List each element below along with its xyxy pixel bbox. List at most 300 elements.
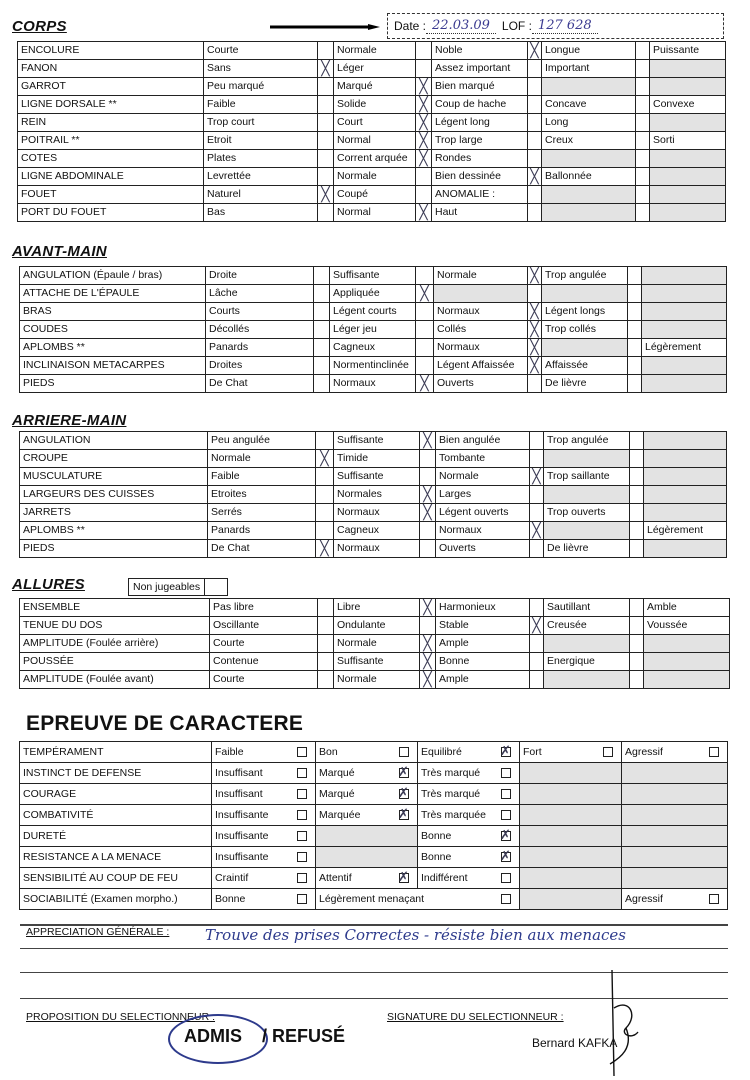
option-cell[interactable] xyxy=(212,847,316,868)
checkbox-cell[interactable] xyxy=(420,432,436,450)
checkbox-cell[interactable] xyxy=(316,450,334,468)
lof-label: LOF : xyxy=(501,19,532,33)
option-label: Normales xyxy=(334,486,420,504)
checkbox-cell[interactable] xyxy=(416,114,432,132)
option-label: Larges xyxy=(436,486,530,504)
checkbox-cell[interactable] xyxy=(528,204,542,222)
option-label: Sautillant xyxy=(544,599,630,617)
checkbox-cell[interactable] xyxy=(630,540,644,558)
checkbox-icon[interactable] xyxy=(297,831,307,841)
checkbox-cell[interactable] xyxy=(416,204,432,222)
checkbox-cell[interactable] xyxy=(318,671,334,689)
empty-cell xyxy=(542,78,636,96)
table-row xyxy=(20,267,727,285)
checkbox-cell[interactable] xyxy=(416,321,434,339)
option-label: Normaux xyxy=(434,303,528,321)
section-title-arriere: ARRIERE-MAIN xyxy=(12,412,127,429)
non-jugeables-checkbox[interactable] xyxy=(205,579,228,596)
checkbox-cell[interactable] xyxy=(416,285,434,303)
checkbox-cell[interactable] xyxy=(636,204,650,222)
checkbox-icon[interactable] xyxy=(297,852,307,862)
checkbox-cell[interactable] xyxy=(636,168,650,186)
arrow-right-icon xyxy=(270,24,380,30)
checkbox-cell[interactable] xyxy=(318,150,334,168)
checkbox-cell[interactable] xyxy=(628,357,642,375)
option-cell[interactable] xyxy=(212,784,316,805)
empty-cell xyxy=(520,763,622,784)
checkbox-cell[interactable] xyxy=(528,303,542,321)
checkbox-cell[interactable] xyxy=(528,357,542,375)
empty-cell xyxy=(644,671,730,689)
checked-box-icon[interactable] xyxy=(399,789,409,799)
option-label: Coupé xyxy=(334,186,416,204)
cross-mark-icon: ╳ xyxy=(530,322,539,338)
option-label: Faible xyxy=(215,746,244,758)
checkbox-cell[interactable] xyxy=(630,486,644,504)
option-label: Trop large xyxy=(432,132,528,150)
option-label: Suffisante xyxy=(334,468,420,486)
option-cell[interactable] xyxy=(316,784,418,805)
checkbox-cell[interactable] xyxy=(636,150,650,168)
option-label: Important xyxy=(542,60,636,78)
checkbox-cell[interactable] xyxy=(314,339,330,357)
option-label: Agressif xyxy=(625,746,663,758)
checkbox-cell[interactable] xyxy=(530,504,544,522)
checkbox-cell[interactable] xyxy=(420,540,436,558)
checkbox-cell[interactable] xyxy=(628,375,642,393)
checkbox-cell[interactable] xyxy=(530,635,544,653)
checkbox-cell[interactable] xyxy=(416,267,434,285)
checkbox-cell[interactable] xyxy=(528,78,542,96)
checkbox-cell[interactable] xyxy=(420,450,436,468)
row-label: INCLINAISON METACARPES xyxy=(20,357,206,375)
empty-cell xyxy=(520,826,622,847)
option-label: Ondulante xyxy=(334,617,420,635)
checkbox-cell[interactable] xyxy=(636,132,650,150)
checkbox-cell[interactable] xyxy=(420,671,436,689)
checkbox-cell[interactable] xyxy=(528,186,542,204)
option-label: Timide xyxy=(334,450,420,468)
option-label: Solide xyxy=(334,96,416,114)
option-cell[interactable] xyxy=(316,805,418,826)
checkbox-icon[interactable] xyxy=(297,747,307,757)
checkbox-cell[interactable] xyxy=(318,653,334,671)
checkbox-cell[interactable] xyxy=(318,96,334,114)
row-label: POITRAIL ** xyxy=(18,132,204,150)
checkbox-cell[interactable] xyxy=(316,486,334,504)
checkbox-cell[interactable] xyxy=(528,114,542,132)
cross-mark-icon: ╳ xyxy=(419,133,428,149)
option-label: Courte xyxy=(210,671,318,689)
table-row xyxy=(18,132,726,150)
option-cell[interactable] xyxy=(418,826,520,847)
checkbox-cell[interactable] xyxy=(528,42,542,60)
table-row xyxy=(20,432,727,450)
option-cell[interactable] xyxy=(622,889,728,910)
checked-box-icon[interactable] xyxy=(501,831,511,841)
checkbox-cell[interactable] xyxy=(528,60,542,78)
avant-main-table xyxy=(19,266,727,393)
checkbox-cell[interactable] xyxy=(636,42,650,60)
table-row xyxy=(20,868,728,889)
checkbox-cell[interactable] xyxy=(420,468,436,486)
checked-box-icon[interactable] xyxy=(501,852,511,862)
checkbox-cell[interactable] xyxy=(318,60,334,78)
checkbox-cell[interactable] xyxy=(628,303,642,321)
option-label: Rondes xyxy=(432,150,528,168)
option-label: De lièvre xyxy=(542,375,628,393)
option-label: Normaux xyxy=(334,504,420,522)
empty-cell xyxy=(544,671,630,689)
option-cell[interactable] xyxy=(418,763,520,784)
checkbox-cell[interactable] xyxy=(416,357,434,375)
row-label: LIGNE ABDOMINALE xyxy=(18,168,204,186)
checkbox-cell[interactable] xyxy=(630,504,644,522)
checkbox-cell[interactable] xyxy=(420,635,436,653)
checkbox-cell[interactable] xyxy=(528,96,542,114)
option-cell[interactable] xyxy=(316,868,418,889)
checkbox-cell[interactable] xyxy=(628,339,642,357)
checkbox-cell[interactable] xyxy=(416,60,432,78)
cross-mark-icon: ╳ xyxy=(532,523,541,539)
checkbox-cell[interactable] xyxy=(416,375,434,393)
cross-mark-icon: ╳ xyxy=(321,61,330,77)
table-row xyxy=(20,671,730,689)
checked-box-icon[interactable] xyxy=(399,768,409,778)
checkbox-cell[interactable] xyxy=(630,635,644,653)
empty-cell xyxy=(542,186,636,204)
option-cell[interactable] xyxy=(212,805,316,826)
option-cell[interactable] xyxy=(418,805,520,826)
checkbox-cell[interactable] xyxy=(630,617,644,635)
option-label: Pas libre xyxy=(210,599,318,617)
appreciation-text[interactable]: Trouve des prises Correctes - résiste bien aux menaces xyxy=(205,926,627,944)
cross-mark-icon: ╳ xyxy=(423,487,432,503)
checkbox-cell[interactable] xyxy=(314,357,330,375)
empty-cell xyxy=(650,114,726,132)
checkbox-icon[interactable] xyxy=(399,747,409,757)
date-value: 22.03.09 xyxy=(426,18,496,34)
table-row xyxy=(20,617,730,635)
checkbox-cell[interactable] xyxy=(420,486,436,504)
checkbox-cell[interactable] xyxy=(630,432,644,450)
option-label: Faible xyxy=(208,468,316,486)
option-label: Contenue xyxy=(210,653,318,671)
checkbox-cell[interactable] xyxy=(416,186,432,204)
table-row xyxy=(20,486,727,504)
lof-value: 127 628 xyxy=(532,18,598,34)
checkbox-icon[interactable] xyxy=(501,810,511,820)
checkbox-cell[interactable] xyxy=(528,285,542,303)
option-label: Légèrement menaçant xyxy=(319,893,425,905)
checkbox-cell[interactable] xyxy=(528,150,542,168)
empty-cell xyxy=(316,847,418,868)
option-label: Bien marqué xyxy=(432,78,528,96)
checkbox-cell[interactable] xyxy=(416,96,432,114)
row-label: GARROT xyxy=(18,78,204,96)
checkbox-cell[interactable] xyxy=(628,267,642,285)
checkbox-icon[interactable] xyxy=(297,894,307,904)
checkbox-cell[interactable] xyxy=(416,150,432,168)
checkbox-cell[interactable] xyxy=(528,375,542,393)
proposition-label: PROPOSITION DU SELECTIONNEUR : xyxy=(26,1011,216,1023)
option-label: Trop ouverts xyxy=(544,504,630,522)
cross-mark-icon: ╳ xyxy=(321,187,330,203)
option-cell[interactable] xyxy=(316,763,418,784)
checkbox-cell[interactable] xyxy=(420,599,436,617)
checkbox-cell[interactable] xyxy=(416,339,434,357)
option-label: Ouverts xyxy=(436,540,530,558)
checkbox-cell[interactable] xyxy=(530,653,544,671)
checkbox-cell[interactable] xyxy=(316,522,334,540)
cross-mark-icon: ╳ xyxy=(530,268,539,284)
checkbox-icon[interactable] xyxy=(501,894,511,904)
option-cell[interactable] xyxy=(316,742,418,763)
option-label: Insuffisante xyxy=(215,809,269,821)
checkbox-icon[interactable] xyxy=(297,789,307,799)
option-label: Courte xyxy=(210,635,318,653)
option-cell[interactable] xyxy=(520,742,622,763)
checkbox-cell[interactable] xyxy=(628,321,642,339)
option-label: Courts xyxy=(206,303,314,321)
row-label: AMPLITUDE (Foulée arrière) xyxy=(20,635,210,653)
option-label: Droites xyxy=(206,357,314,375)
option-label: Normal xyxy=(334,132,416,150)
option-label: Marquée xyxy=(319,809,361,821)
checkbox-cell[interactable] xyxy=(314,321,330,339)
table-row xyxy=(20,635,730,653)
checkbox-icon[interactable] xyxy=(501,873,511,883)
allures-table xyxy=(19,598,730,689)
option-label: Bonne xyxy=(421,830,452,842)
checkbox-icon[interactable] xyxy=(297,810,307,820)
option-label: Normal xyxy=(334,204,416,222)
row-label: BRAS xyxy=(20,303,206,321)
option-label: Insuffisante xyxy=(215,851,269,863)
refuse-option[interactable]: / REFUSÉ xyxy=(262,1026,346,1046)
option-label: Libre xyxy=(334,599,420,617)
admis-option[interactable]: ADMIS xyxy=(184,1026,242,1046)
checkbox-cell[interactable] xyxy=(636,114,650,132)
option-label: Creusée xyxy=(544,617,630,635)
checkbox-cell[interactable] xyxy=(316,540,334,558)
checkbox-cell[interactable] xyxy=(314,303,330,321)
checkbox-cell[interactable] xyxy=(318,204,334,222)
checkbox-cell[interactable] xyxy=(318,599,334,617)
checked-box-icon[interactable] xyxy=(399,873,409,883)
cross-mark-icon: ╳ xyxy=(320,541,329,557)
checkbox-icon[interactable] xyxy=(501,789,511,799)
row-label: CROUPE xyxy=(20,450,208,468)
option-label: Léger xyxy=(334,60,416,78)
checkbox-icon[interactable] xyxy=(297,873,307,883)
cross-mark-icon: ╳ xyxy=(423,505,432,521)
checkbox-cell[interactable] xyxy=(636,78,650,96)
option-cell[interactable] xyxy=(418,847,520,868)
option-label: Puissante xyxy=(650,42,726,60)
option-cell[interactable] xyxy=(212,826,316,847)
checkbox-cell[interactable] xyxy=(318,78,334,96)
table-row xyxy=(18,114,726,132)
option-label: De Chat xyxy=(208,540,316,558)
option-label: Oscillante xyxy=(210,617,318,635)
option-label: De lièvre xyxy=(544,540,630,558)
empty-cell xyxy=(544,522,630,540)
non-jugeables-box xyxy=(128,578,228,596)
option-label: Normaux xyxy=(330,375,416,393)
option-cell[interactable] xyxy=(212,889,316,910)
checkbox-cell[interactable] xyxy=(318,617,334,635)
option-cell[interactable] xyxy=(418,742,520,763)
option-cell[interactable] xyxy=(418,784,520,805)
option-cell[interactable] xyxy=(212,868,316,889)
table-row xyxy=(20,375,727,393)
empty-cell xyxy=(622,826,728,847)
option-label: Légèrement xyxy=(642,339,727,357)
row-label: AMPLITUDE (Foulée avant) xyxy=(20,671,210,689)
empty-cell xyxy=(622,784,728,805)
checkbox-cell[interactable] xyxy=(630,522,644,540)
option-label: Stable xyxy=(436,617,530,635)
row-label: SENSIBILITÉ AU COUP DE FEU xyxy=(20,868,212,889)
option-label: Normaux xyxy=(334,540,420,558)
checkbox-cell[interactable] xyxy=(530,486,544,504)
checkbox-cell[interactable] xyxy=(630,653,644,671)
row-label: LARGEURS DES CUISSES xyxy=(20,486,208,504)
option-label: Droite xyxy=(206,267,314,285)
empty-cell xyxy=(642,357,727,375)
checkbox-icon[interactable] xyxy=(709,747,719,757)
non-jugeables-label: Non jugeables xyxy=(129,579,205,596)
checkbox-cell[interactable] xyxy=(420,653,436,671)
row-label: MUSCULATURE xyxy=(20,468,208,486)
option-label: Lâche xyxy=(206,285,314,303)
option-cell[interactable] xyxy=(212,763,316,784)
empty-cell xyxy=(544,635,630,653)
option-label: Naturel xyxy=(204,186,318,204)
row-label: JARRETS xyxy=(20,504,208,522)
checkbox-cell[interactable] xyxy=(318,186,334,204)
checkbox-cell[interactable] xyxy=(316,432,334,450)
checkbox-cell[interactable] xyxy=(420,522,436,540)
date-lof-box xyxy=(387,13,724,39)
option-label: Ample xyxy=(436,635,530,653)
checkbox-cell[interactable] xyxy=(314,375,330,393)
checkbox-cell[interactable] xyxy=(318,635,334,653)
checkbox-cell[interactable] xyxy=(528,339,542,357)
cross-mark-icon: ╳ xyxy=(530,340,539,356)
checkbox-cell[interactable] xyxy=(420,504,436,522)
checkbox-cell[interactable] xyxy=(530,671,544,689)
checkbox-icon[interactable] xyxy=(297,768,307,778)
checkbox-cell[interactable] xyxy=(530,522,544,540)
checkbox-cell[interactable] xyxy=(630,450,644,468)
checkbox-cell[interactable] xyxy=(630,671,644,689)
cross-mark-icon: ╳ xyxy=(530,358,539,374)
option-label: Longue xyxy=(542,42,636,60)
checked-box-icon[interactable] xyxy=(399,810,409,820)
table-row xyxy=(18,150,726,168)
option-cell[interactable] xyxy=(622,742,728,763)
checkbox-cell[interactable] xyxy=(318,132,334,150)
checkbox-cell[interactable] xyxy=(530,617,544,635)
checkbox-cell[interactable] xyxy=(530,540,544,558)
option-label: ANOMALIE : xyxy=(432,186,528,204)
option-label: Légent ouverts xyxy=(436,504,530,522)
checkbox-cell[interactable] xyxy=(630,468,644,486)
option-label: Légèrement xyxy=(644,522,727,540)
checkbox-cell[interactable] xyxy=(416,42,432,60)
checkbox-cell[interactable] xyxy=(316,468,334,486)
checkbox-cell[interactable] xyxy=(636,60,650,78)
option-label: Sans xyxy=(204,60,318,78)
checkbox-cell[interactable] xyxy=(318,42,334,60)
table-row xyxy=(20,522,727,540)
arriere-main-table xyxy=(19,431,727,558)
checkbox-icon[interactable] xyxy=(709,894,719,904)
option-label: Insuffisant xyxy=(215,788,263,800)
checkbox-cell[interactable] xyxy=(316,504,334,522)
checkbox-cell[interactable] xyxy=(528,132,542,150)
cross-mark-icon: ╳ xyxy=(423,654,432,670)
checkbox-icon[interactable] xyxy=(501,768,511,778)
empty-cell xyxy=(644,468,727,486)
row-label: TEMPÉRAMENT xyxy=(20,742,212,763)
checkbox-cell[interactable] xyxy=(630,599,644,617)
checkbox-cell[interactable] xyxy=(318,168,334,186)
checkbox-cell[interactable] xyxy=(318,114,334,132)
empty-cell xyxy=(644,540,727,558)
option-label: Peu angulée xyxy=(208,432,316,450)
checkbox-cell[interactable] xyxy=(314,285,330,303)
checkbox-cell[interactable] xyxy=(530,432,544,450)
option-label: Marqué xyxy=(319,767,355,779)
checkbox-cell[interactable] xyxy=(530,450,544,468)
checkbox-cell[interactable] xyxy=(416,303,434,321)
option-label: Affaissée xyxy=(542,357,628,375)
checkbox-cell[interactable] xyxy=(420,617,436,635)
row-label: COURAGE xyxy=(20,784,212,805)
empty-cell xyxy=(650,186,726,204)
empty-cell xyxy=(650,204,726,222)
checkbox-cell[interactable] xyxy=(416,132,432,150)
option-cell[interactable] xyxy=(316,889,520,910)
option-cell[interactable] xyxy=(418,868,520,889)
checkbox-cell[interactable] xyxy=(416,168,432,186)
option-cell[interactable] xyxy=(212,742,316,763)
empty-cell xyxy=(644,450,727,468)
checkbox-cell[interactable] xyxy=(528,267,542,285)
empty-cell xyxy=(316,826,418,847)
checkbox-cell[interactable] xyxy=(416,78,432,96)
checkbox-cell[interactable] xyxy=(636,96,650,114)
table-row xyxy=(20,599,730,617)
checkbox-cell[interactable] xyxy=(528,168,542,186)
checked-box-icon[interactable] xyxy=(501,747,511,757)
caractere-table xyxy=(19,741,728,910)
checkbox-cell[interactable] xyxy=(528,321,542,339)
option-label: Normale xyxy=(334,42,416,60)
checkbox-cell[interactable] xyxy=(530,599,544,617)
option-label: Trop court xyxy=(204,114,318,132)
checkbox-cell[interactable] xyxy=(530,468,544,486)
checkbox-icon[interactable] xyxy=(603,747,613,757)
option-label: Très marqué xyxy=(421,788,481,800)
row-label: TENUE DU DOS xyxy=(20,617,210,635)
checkbox-cell[interactable] xyxy=(636,186,650,204)
checkbox-cell[interactable] xyxy=(628,285,642,303)
checkbox-cell[interactable] xyxy=(314,267,330,285)
